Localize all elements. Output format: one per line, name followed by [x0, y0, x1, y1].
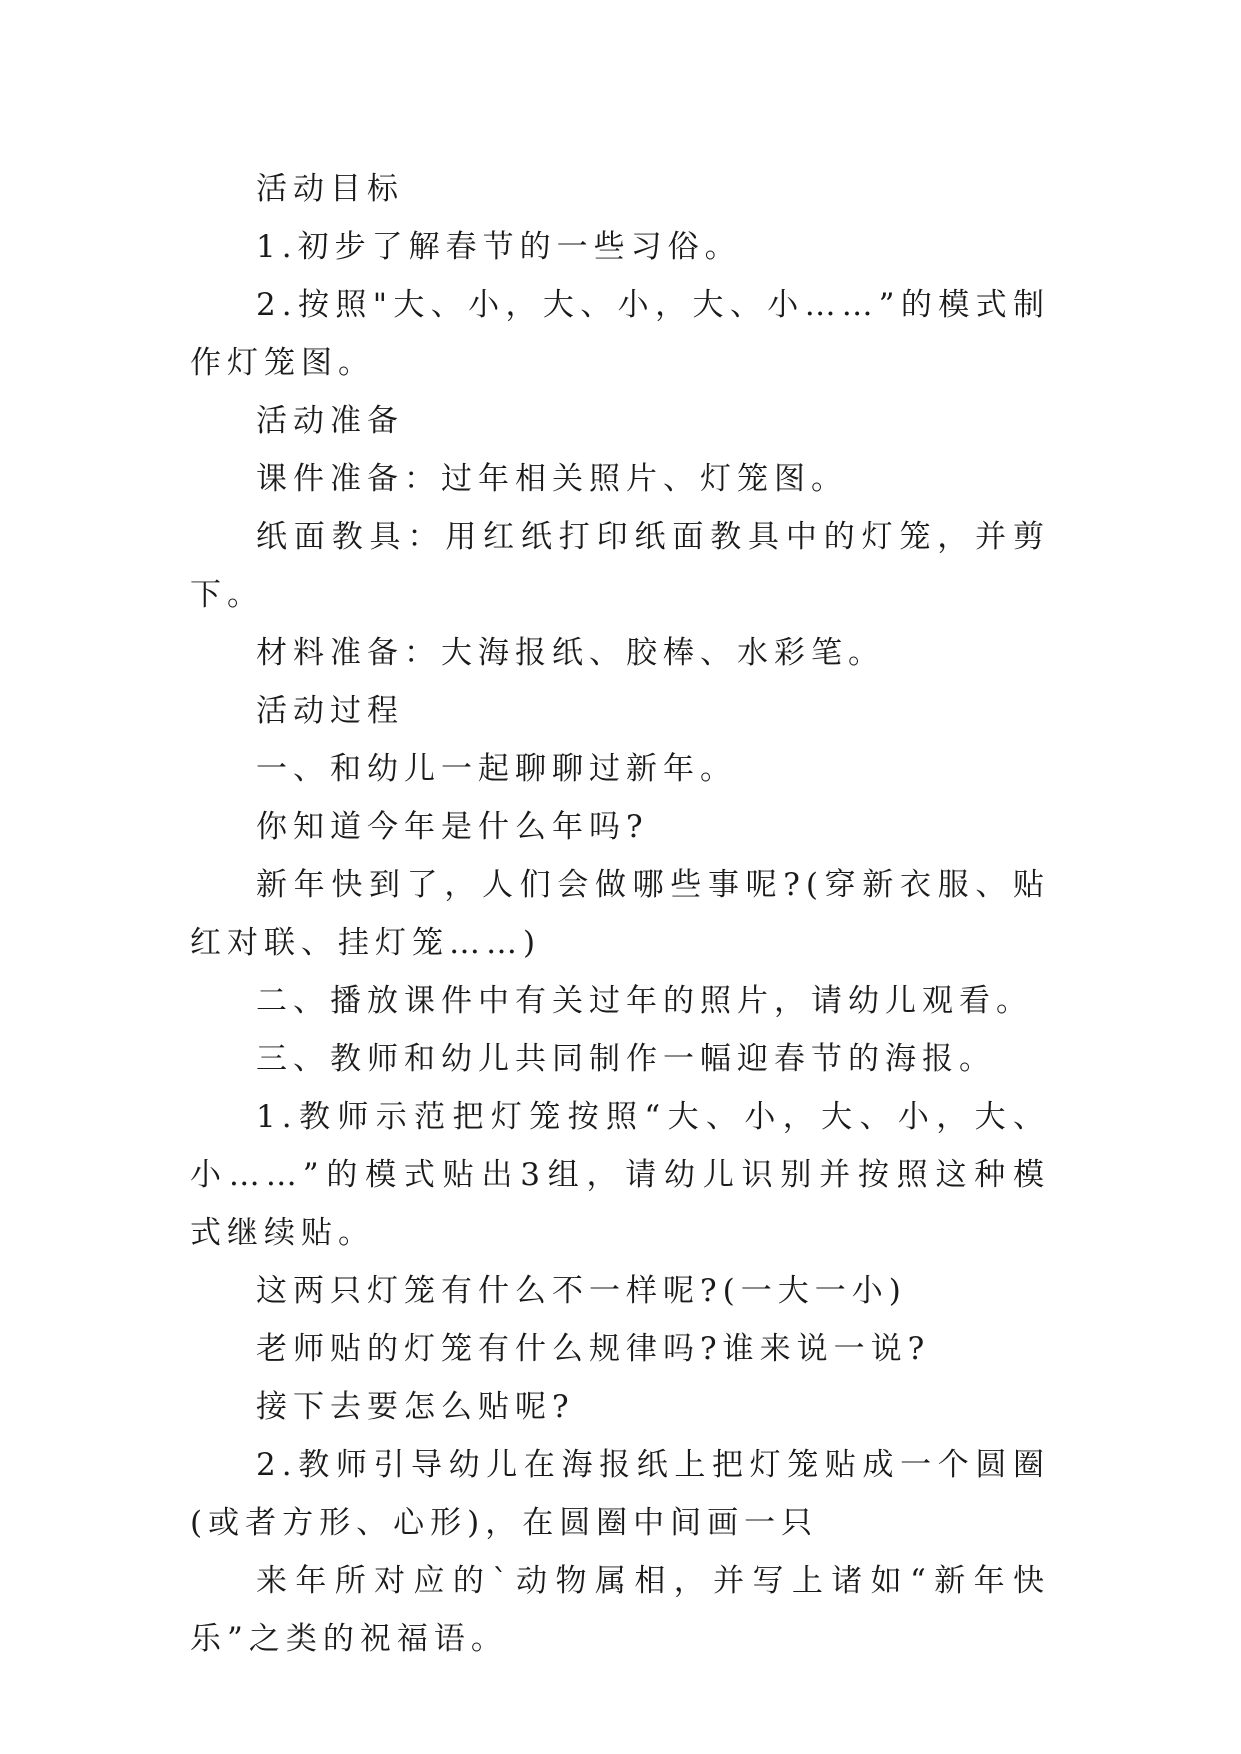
- process-step-1: 一、和幼儿一起聊聊过新年。: [256, 751, 737, 787]
- process-question-next: 接下去要怎么贴呢?: [256, 1389, 575, 1425]
- process-step-3: 三、教师和幼儿共同制作一幅迎春节的海报。: [256, 1041, 996, 1077]
- process-substep-1: 1.教师示范把灯笼按照“大、小，大、小，大、小……”的模式贴出3组，请幼儿识别并按照这种模式继续贴。: [190, 1099, 1050, 1251]
- section-heading-preparation: 活动准备: [256, 403, 404, 439]
- preparation-materials: 材料准备：大海报纸、胶棒、水彩笔。: [256, 635, 885, 671]
- process-step-2: 二、播放课件中有关过年的照片，请幼儿观看。: [256, 983, 1033, 1019]
- process-substep-2: 2.教师引导幼儿在海报纸上把灯笼贴成一个圆圈(或者方形、心形)，在圆圈中间画一只: [190, 1447, 1050, 1541]
- goal-item-1: 1.初步了解春节的一些习俗。: [256, 229, 742, 265]
- process-substep-2-continued: 来年所对应的`动物属相，并写上诸如“新年快乐”之类的祝福语。: [190, 1563, 1050, 1657]
- process-question-activities: 新年快到了，人们会做哪些事呢?(穿新衣服、贴红对联、挂灯笼……): [190, 867, 1050, 961]
- preparation-courseware: 课件准备：过年相关照片、灯笼图。: [256, 461, 848, 497]
- preparation-paper-aids: 纸面教具：用红纸打印纸面教具中的灯笼，并剪下。: [190, 519, 1050, 613]
- goal-item-2: 2.按照"大、小，大、小，大、小……”的模式制作灯笼图。: [190, 287, 1050, 381]
- section-heading-goals: 活动目标: [256, 171, 404, 207]
- section-heading-process: 活动过程: [256, 693, 404, 729]
- process-question-year: 你知道今年是什么年吗?: [256, 809, 649, 845]
- process-question-pattern: 老师贴的灯笼有什么规律吗?谁来说一说?: [256, 1331, 931, 1367]
- process-question-difference: 这两只灯笼有什么不一样呢?(一大一小): [256, 1273, 907, 1309]
- document-body: [190, 160, 1050, 1668]
